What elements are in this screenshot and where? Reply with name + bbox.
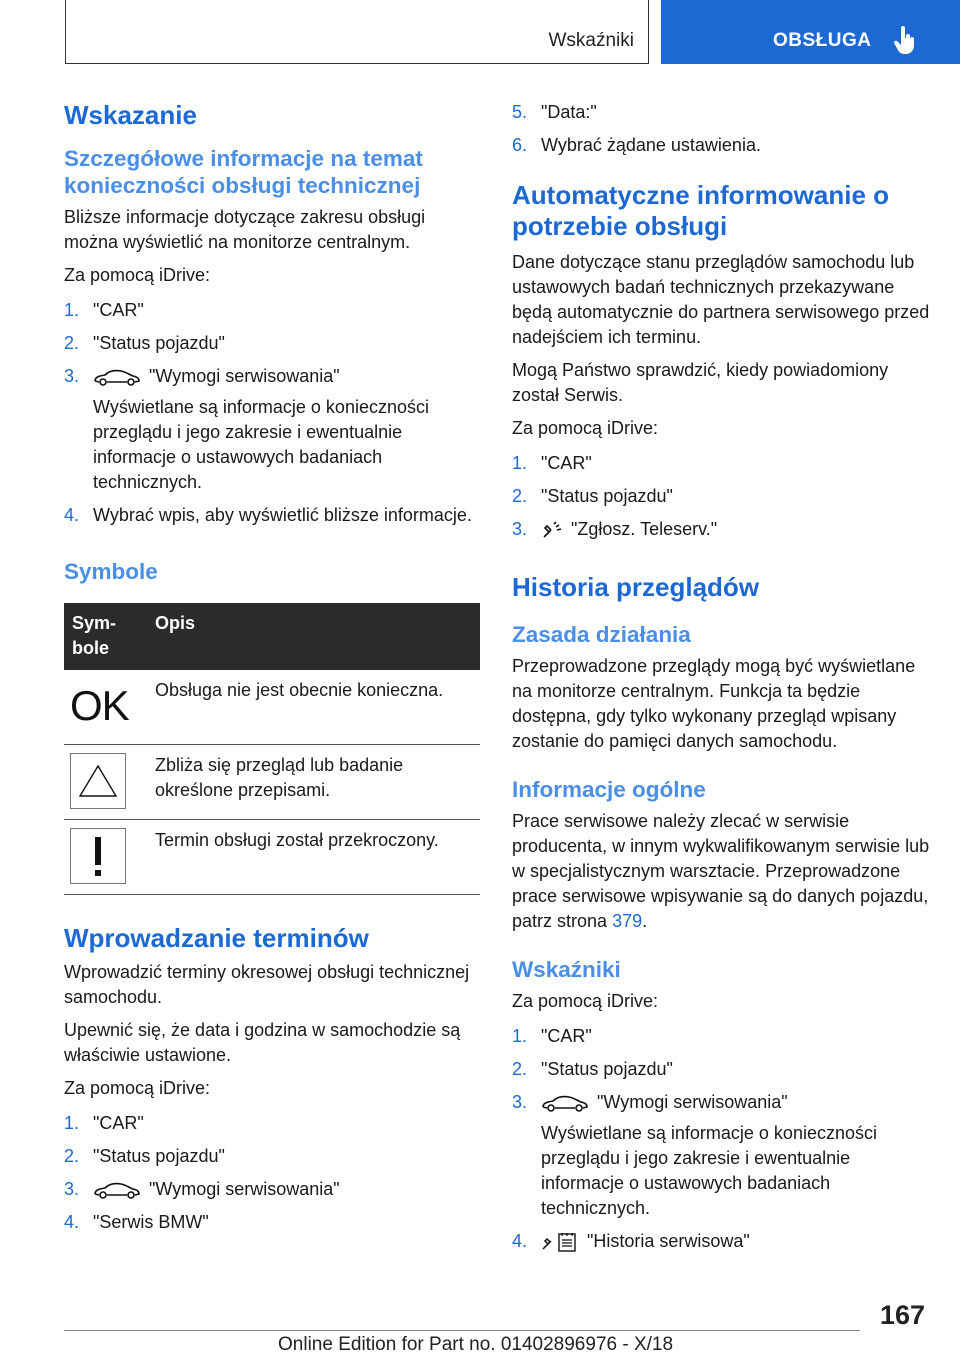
page-number: 167	[880, 1300, 926, 1330]
entry-paragraph-1: Wprowadzić terminy okresowej obsługi technicznej samochodu.	[64, 962, 470, 1007]
entry-paragraph-2: Upewnić się, że data i godzina w samochodzie są właściwie ustawione.	[64, 1020, 461, 1065]
list-item: 1. "CAR"	[64, 300, 144, 320]
general-paragraph: Prace serwisowe należy zlecać w serwisie producenta, w innym wykwalifikowanym serwisie lub w specjalistycznym warsztacie. Przeprowadzone prace serwisowe wpisywanie są do danych pojazdu, patrz strona 379.	[512, 811, 930, 931]
list-item: 2. "Status pojazdu"	[64, 333, 225, 353]
subsection-title-symbols: Symbole	[64, 559, 158, 584]
list-item: 1. "CAR"	[512, 453, 592, 473]
footer-edition: Online Edition for Part no. 01402896976 - X/18	[278, 1334, 674, 1355]
car-icon	[93, 1180, 141, 1200]
table-row	[64, 745, 480, 820]
list-item: 1. "CAR"	[64, 1113, 144, 1133]
list-item: 1. "CAR"	[512, 1026, 592, 1046]
table-cell: Zbliża się przegląd lub badanie określone przepisami.	[147, 745, 480, 820]
entry-idrive-label: Za pomocą iDrive:	[64, 1078, 211, 1098]
list-item: 3. "Wymogi serwisowania" Wyświetlane są informacje o konieczności przeglądu i jego zakresie i ewentualnie informacje o ustawowych badaniach technicznych.	[64, 366, 429, 492]
list-item: 2. "Status pojazdu"	[512, 486, 673, 506]
table-cell: Termin obsługi został przekroczony.	[147, 820, 480, 895]
header-tab[interactable]	[661, 0, 960, 64]
exclamation-icon	[70, 828, 126, 884]
subsection-title-indicators: Wskaźniki	[512, 957, 621, 982]
auto-steps	[512, 451, 930, 542]
section-title-auto-info: Automatyczne informowanie o potrzebie obsługi	[512, 180, 890, 241]
section-title-wskazanie: Wskazanie	[64, 100, 197, 130]
list-item: 3. "Wymogi serwisowania"	[64, 1179, 340, 1199]
subsection-title-principle: Zasada działania	[512, 622, 691, 647]
page-reference-link[interactable]: 379	[612, 911, 643, 931]
right-column	[512, 100, 930, 1262]
left-column	[64, 100, 484, 1243]
header-section-box	[65, 0, 649, 64]
list-item: 3. "Zgłosz. Teleserv."	[512, 519, 718, 539]
auto-paragraph-2: Mogą Państwo sprawdzić, kiedy powiadomiony został Serwis.	[512, 360, 889, 405]
ok-symbol: OK	[70, 682, 129, 729]
table-header-desc: Opis	[147, 603, 480, 670]
table-row	[64, 820, 480, 895]
header-section-label: Wskaźniki	[548, 30, 634, 51]
list-item: 3. "Wymogi serwisowania" Wyświetlane są informacje o konieczności przeglądu i jego zakresie i ewentualnie informacje o ustawowych badaniach technicznych.	[512, 1092, 877, 1218]
subsection-title-details: Szczegółowe informacje na temat konieczności obsługi technicznej	[64, 146, 423, 198]
section-title-history: Historia przeglądów	[512, 572, 760, 602]
indicators-idrive-label: Za pomocą iDrive:	[512, 991, 659, 1011]
list-item: 2. "Status pojazdu"	[64, 1146, 225, 1166]
service-history-icon	[541, 1231, 579, 1253]
car-icon	[93, 367, 141, 387]
list-item: 4. "Historia serwisowa"	[512, 1229, 930, 1254]
hand-pointer-icon	[893, 26, 917, 56]
symbols-table	[64, 603, 480, 895]
footer-divider	[64, 1330, 860, 1331]
auto-idrive-label: Za pomocą iDrive:	[512, 418, 659, 438]
table-cell: Obsługa nie jest obecnie konieczna.	[147, 670, 480, 745]
entry-steps-continued	[512, 100, 930, 158]
section-title-entry: Wprowadzanie terminów	[64, 923, 369, 953]
entry-steps	[64, 1111, 484, 1235]
list-item: 4. Wybrać wpis, aby wyświetlić bliższe informacje.	[64, 505, 472, 525]
list-item: 6. Wybrać żądane ustawienia.	[512, 135, 761, 155]
header-tab-label: OBSŁUGA	[773, 30, 872, 51]
indicators-steps	[512, 1024, 930, 1254]
subsection-title-general: Informacje ogólne	[512, 777, 706, 802]
table-header-symbol: Sym-bole	[64, 603, 147, 670]
teleservice-icon	[541, 520, 563, 540]
details-steps	[64, 298, 484, 528]
car-icon	[541, 1093, 589, 1113]
table-row	[64, 670, 480, 745]
list-item: 5. "Data:"	[512, 102, 597, 122]
list-item: 2. "Status pojazdu"	[512, 1059, 673, 1079]
details-idrive-label: Za pomocą iDrive:	[64, 265, 211, 285]
details-paragraph: Bliższe informacje dotyczące zakresu obsługi można wyświetlić na monitorze centralnym.	[64, 207, 426, 252]
warning-triangle-icon	[70, 753, 126, 809]
auto-paragraph-1: Dane dotyczące stanu przeglądów samochodu lub ustawowych badań technicznych przekazywane będą automatycznie do partnera serwisowego przed nadejściem ich terminu.	[512, 252, 930, 347]
list-item: 4. "Serwis BMW"	[64, 1212, 209, 1232]
principle-paragraph: Przeprowadzone przeglądy mogą być wyświetlane na monitorze centralnym. Funkcja ta będzie dostępna, gdy tylko wykonany przegląd wpisany zostanie do pamięci danych samochodu.	[512, 656, 916, 751]
